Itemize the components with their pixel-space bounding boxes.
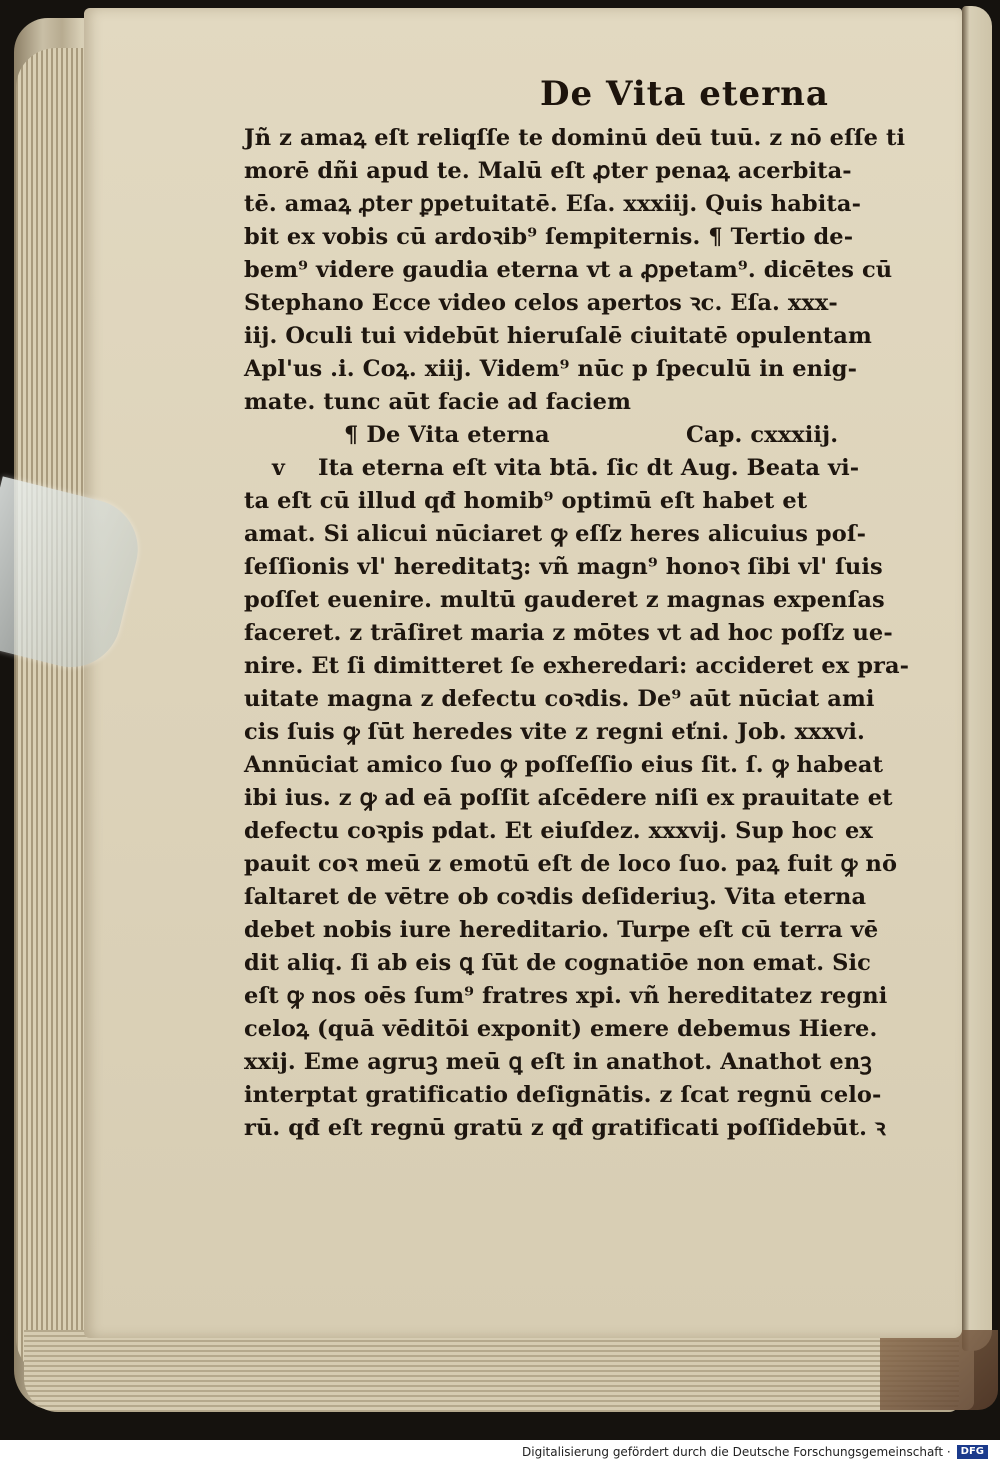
text-line: bit ex vobis cū ardoꝛib⁹ ſempiternis. ¶ Tertio de‑ — [244, 224, 854, 250]
guide-letter: v — [272, 455, 285, 481]
page-edges-left — [16, 48, 86, 1378]
text-line: nire. Et ſi dimitteret ſe exheredari: accideret ex pra‑ — [244, 653, 910, 679]
text-line: defectu coꝛpis pdat. Et eiuſdez. xxxvij. Sup hoc ex — [244, 818, 873, 844]
text-line: ſeſſionis vl' hereditatꝫ: vñ magn⁹ honoꝛ ſibi vl' ſuis — [244, 554, 883, 580]
text-line: interptat gratificatio deſignātis. z ſcat regnū celo‑ — [244, 1082, 882, 1108]
text-line: uitate magna z defectu coꝛdis. De⁹ aūt nūciat ami — [244, 686, 875, 712]
text-line: ta eſt cū illud qđ homib⁹ optimū eſt habet et — [244, 488, 808, 514]
text-line: iij. Oculi tui videbūt hieruſalē ciuitatē opulentam — [244, 323, 872, 349]
page-edges-bottom — [24, 1330, 959, 1412]
text-line: Jñ z amaꝝ eſt reliqſſe te dominū deū tuū. z nō eſſe ti — [244, 125, 906, 151]
text-line: xxij. Eme agruꝫ meū ꝗ eſt in anathot. Anathot enꝫ — [244, 1049, 872, 1075]
text-line — [244, 452, 934, 485]
chapter-number: Cap. cxxxiij. — [686, 422, 839, 448]
text-line: cis ſuis ꝙ ſūt heredes vite z regni eťni. Job. xxxvi. — [244, 719, 865, 745]
text-line: tē. amaꝝ ꝓter ꝑpetuitatē. Eſa. xxxiij. Quis habita‑ — [244, 191, 862, 217]
text-line: ibi ius. z ꝙ ad eā poſſit aſcēdere niſi ex prauitate et — [244, 785, 893, 811]
text-line: mate. tunc aūt facie ad faciem — [244, 389, 631, 415]
text-line: celoꝝ (quā vēditōi exponit) emere debemus Hiere. — [244, 1016, 878, 1042]
text-line: faceret. z trāſiret maria z mōtes vt ad hoc poſſz ue‑ — [244, 620, 893, 646]
text-line-content: Ita eterna eſt vita btā. ſic dt Aug. Beata vi‑ — [318, 455, 860, 481]
text-block — [244, 122, 934, 1145]
facing-page-edge — [962, 6, 992, 1351]
footer-credit: Digitalisierung gefördert durch die Deutsche Forschungsgemeinschaft · — [522, 1444, 951, 1459]
text-line: Stephano Ecce video celos apertos ꝛc. Eſa. xxx‑ — [244, 290, 838, 316]
chapter-title: ¶ De Vita eterna — [344, 422, 550, 448]
text-line: debet nobis iure hereditario. Turpe eſt cū terra vē — [244, 917, 879, 943]
text-line: rū. qđ eſt regnū gratū z qđ gratificati poſſidebūt. ꝛ — [244, 1115, 886, 1141]
text-line: Annūciat amico ſuo ꝙ poſſeſſio eius ſit. ſ. ꝙ habeat — [244, 752, 884, 778]
dfg-logo: DFG — [957, 1445, 988, 1459]
text-line: pauit coꝛ meū z emotū eſt de loco ſuo. paꝝ fuit ꝙ nō — [244, 851, 898, 877]
digitization-footer — [0, 1440, 1000, 1463]
text-line: bem⁹ videre gaudia eterna vt a ꝓpetam⁹. dicētes cū — [244, 257, 893, 283]
text-line: eſt ꝙ nos oēs ſum⁹ fratres xpi. vñ hereditatez regni — [244, 983, 888, 1009]
text-line: ſaltaret de vētre ob coꝛdis deſideriuꝫ. Vita eterna — [244, 884, 867, 910]
text-line: morē dñi apud te. Malū eſt ꝓter penaꝝ acerbita‑ — [244, 158, 852, 184]
chapter-heading — [244, 419, 934, 452]
text-line: amat. Si alicui nūciaret ꝙ eſſz heres alicuius poſ‑ — [244, 521, 867, 547]
text-line: poſſet euenire. multū gauderet z magnas expenſas — [244, 587, 885, 613]
running-head: De Vita eterna — [540, 74, 829, 114]
text-line: Apl'us .i. Coꝝ. xiij. Videm⁹ nūc p ſpeculū in enig‑ — [244, 356, 858, 382]
text-line: dit aliq. ſi ab eis ꝗ ſūt de cognatiōe non emat. Sic — [244, 950, 871, 976]
binding-corner — [880, 1330, 998, 1410]
book-page — [84, 8, 962, 1338]
